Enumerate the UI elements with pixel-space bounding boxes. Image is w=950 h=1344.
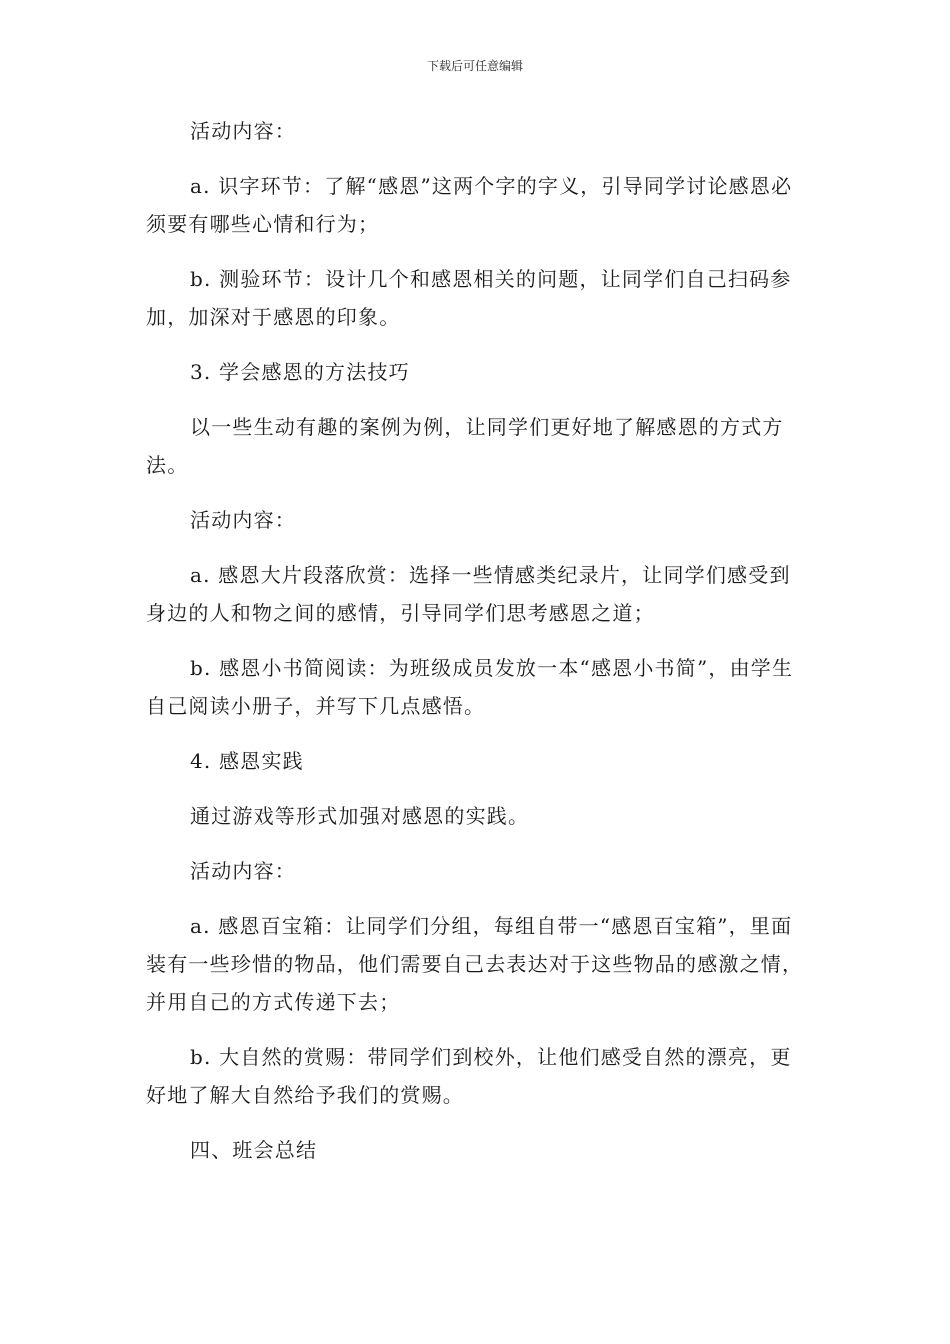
paragraph-methods-intro: 以一些生动有趣的案例为例，让同学们更好地了解感恩的方式方法。: [146, 415, 784, 477]
section-heading-practice: 4. 感恩实践: [190, 749, 304, 773]
paragraph-activity-label: 活动内容：: [190, 119, 296, 143]
paragraph-film-appreciation: a. 感恩大片段落欣赏：选择一些情感类纪录片，让同学们感受到身边的人和物之间的感情，引导同学们思考感恩之道；: [146, 563, 791, 625]
paragraph-quiz-section: b. 测验环节：设计几个和感恩相关的问题，让同学们自己扫码参加，加深对于感恩的印象。: [146, 267, 792, 329]
section-heading-summary: 四、班会总结: [190, 1138, 318, 1162]
page-header-note: 下载后可任意编辑: [426, 59, 523, 73]
section-heading-methods: 3. 学会感恩的方法技巧: [190, 360, 410, 384]
paragraph-nature-gift: b. 大自然的赏赐：带同学们到校外，让他们感受自然的漂亮，更好地了解大自然给予我们的赏赐。: [146, 1045, 792, 1107]
paragraph-activity-label: 活动内容：: [190, 508, 296, 532]
paragraph-treasure-box: a. 感恩百宝箱：让同学们分组，每组自带一“感恩百宝箱”，里面装有一些珍惜的物品，他们需要自己去表达对于这些物品的感激之情，并用自己的方式传递下去；: [146, 914, 804, 1014]
document-body: [146, 112, 806, 1186]
paragraph-practice-intro: 通过游戏等形式加强对感恩的实践。: [190, 804, 530, 828]
paragraph-literacy-section: a. 识字环节：了解“感恩”这两个字的字义，引导同学讨论感恩必须要有哪些心情和行为；: [146, 174, 793, 236]
paragraph-activity-label: 活动内容：: [190, 859, 296, 883]
paragraph-booklet-reading: b. 感恩小书简阅读：为班级成员发放一本“感恩小书简”，由学生自己阅读小册子，并写下几点感悟。: [146, 656, 794, 718]
